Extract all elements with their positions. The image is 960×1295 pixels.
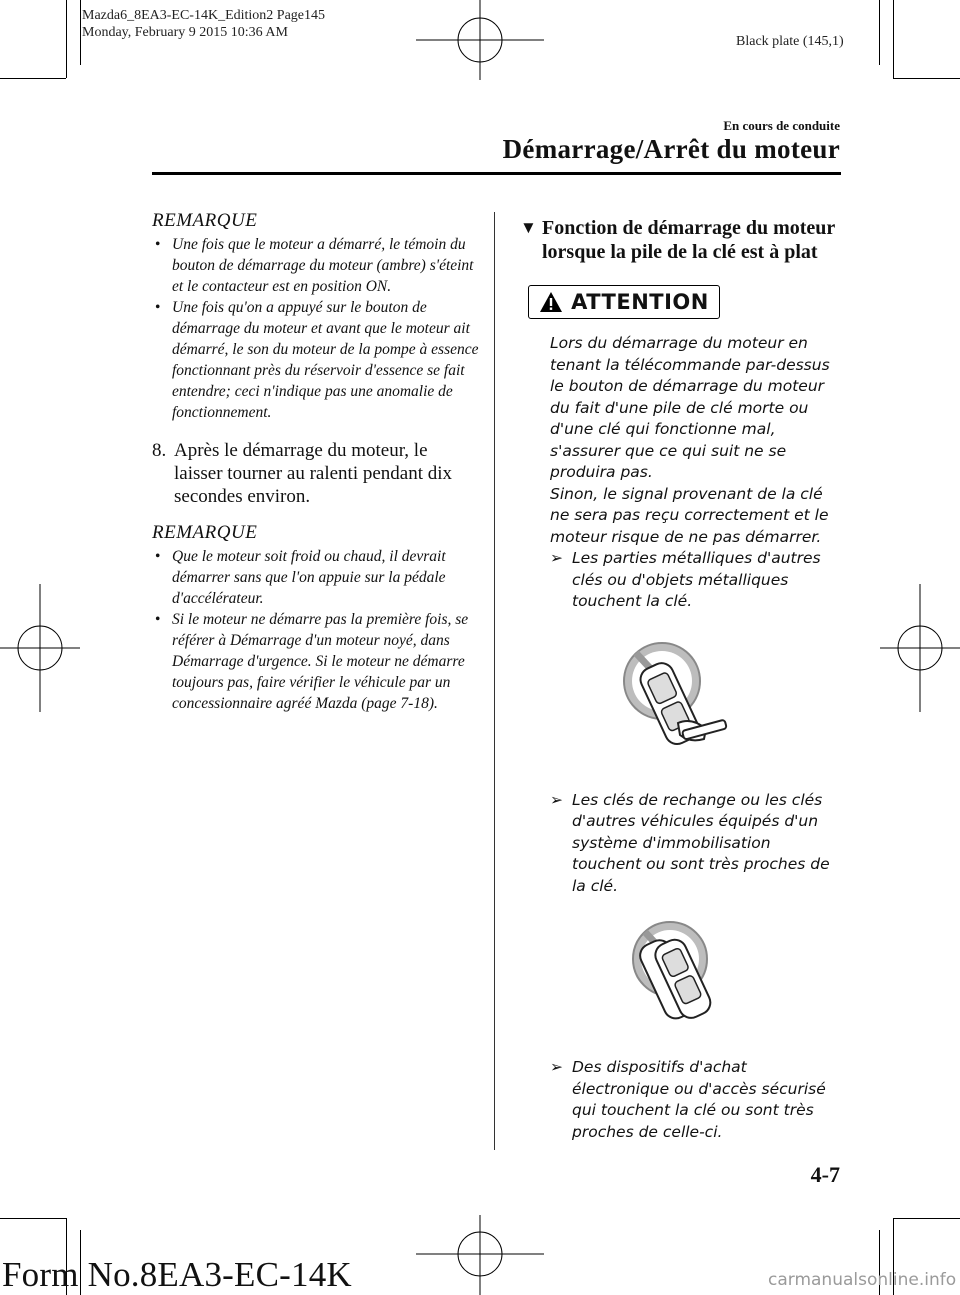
note-heading: REMARQUE (152, 522, 258, 543)
form-number: Form No.8EA3-EC-14K (2, 1255, 352, 1294)
plate-label: Black plate (145,1) (736, 34, 844, 49)
section-label: En cours de conduite (723, 118, 840, 133)
step-8 (152, 439, 474, 508)
column-divider (494, 212, 495, 1150)
list-item: • Une fois que le moteur a démarré, le témoin du bouton de démarrage du moteur (ambre) s'éteint et le contacteur est en position ON. (155, 236, 474, 295)
list-item: ➢ Les parties métalliques d'autres clés ou d'objets métalliques touchent la clé. (550, 549, 821, 610)
section-heading (520, 216, 845, 264)
list-item: ➢ Des dispositifs d'achat électronique ou d'accès sécurisé qui touchent la clé ou sont très proches de celle-ci. (550, 1058, 826, 1141)
warning-icon (539, 291, 563, 313)
arrow-icon: ➢ (550, 549, 563, 567)
right-column (520, 216, 845, 1143)
triangle-icon: ▼ (520, 218, 537, 237)
attention-badge (528, 285, 720, 319)
key-metal-illustration (620, 639, 730, 764)
attention-body (550, 333, 842, 1143)
note-heading: REMARQUE (152, 210, 258, 231)
list-item: • Que le moteur soit froid ou chaud, il devrait démarrer sans que l'on appuie sur la pédale d'accélérateur. (155, 548, 446, 607)
note-list (152, 234, 482, 423)
note-list (152, 546, 482, 714)
arrow-icon: ➢ (550, 1058, 563, 1076)
attention-intro: Lors du démarrage du moteur en tenant la télécommande par-dessus le bouton de démarrage du moteur du fait d'une pile de clé morte ou d'une clé qui fonctionne mal, s'assurer que ce qui suit ne se produira pas. (550, 334, 830, 481)
step-text: Après le démarrage du moteur, le laisser tourner au ralenti pendant dix secondes environ. (174, 440, 453, 507)
list-item: • Si le moteur ne démarre pas la première fois, se référer à Démarrage d'un moteur noyé, dans Démarrage d'urgence. Si le moteur ne démarre toujours pas, faire vérifier le véhicule par un concessionnaire agréé Mazda (page 7-18). (155, 611, 469, 712)
print-meta-line2: Monday, February 9 2015 10:36 AM (82, 25, 288, 40)
step-number: 8. (152, 440, 167, 461)
list-item: ➢ Les clés de rechange ou les clés d'autres véhicules équipés d'un système d'immobilisation touchent ou sont très proches de la clé. (550, 790, 830, 895)
header-rule (152, 172, 841, 175)
left-column (152, 210, 482, 714)
list-item: • Une fois qu'on a appuyé sur le bouton de démarrage du moteur et avant que le moteur ait démarré, le son du moteur de la pompe à essence fonctionnant près du réservoir d'essence se fait entendre; ceci n'indique pas une anomalie de fonctionnement. (155, 299, 479, 421)
watermark: carmanualsonline.info (768, 1270, 957, 1290)
page-title: Démarrage/Arrêt du moteur (502, 134, 840, 164)
section-title: Fonction de démarrage du moteur lorsque la pile de la clé est à plat (542, 217, 835, 263)
print-meta-line1: Mazda6_8EA3-EC-14K_Edition2 Page145 (82, 8, 326, 23)
arrow-icon: ➢ (550, 790, 563, 809)
attention-label: ATTENTION (571, 290, 709, 314)
two-keys-illustration (628, 919, 718, 1039)
attention-intro2: Sinon, le signal provenant de la clé ne sera pas reçu correctement et le moteur risque de ne pas démarrer. (550, 484, 829, 546)
page-number: 4-7 (810, 1162, 840, 1187)
print-meta (82, 7, 325, 41)
